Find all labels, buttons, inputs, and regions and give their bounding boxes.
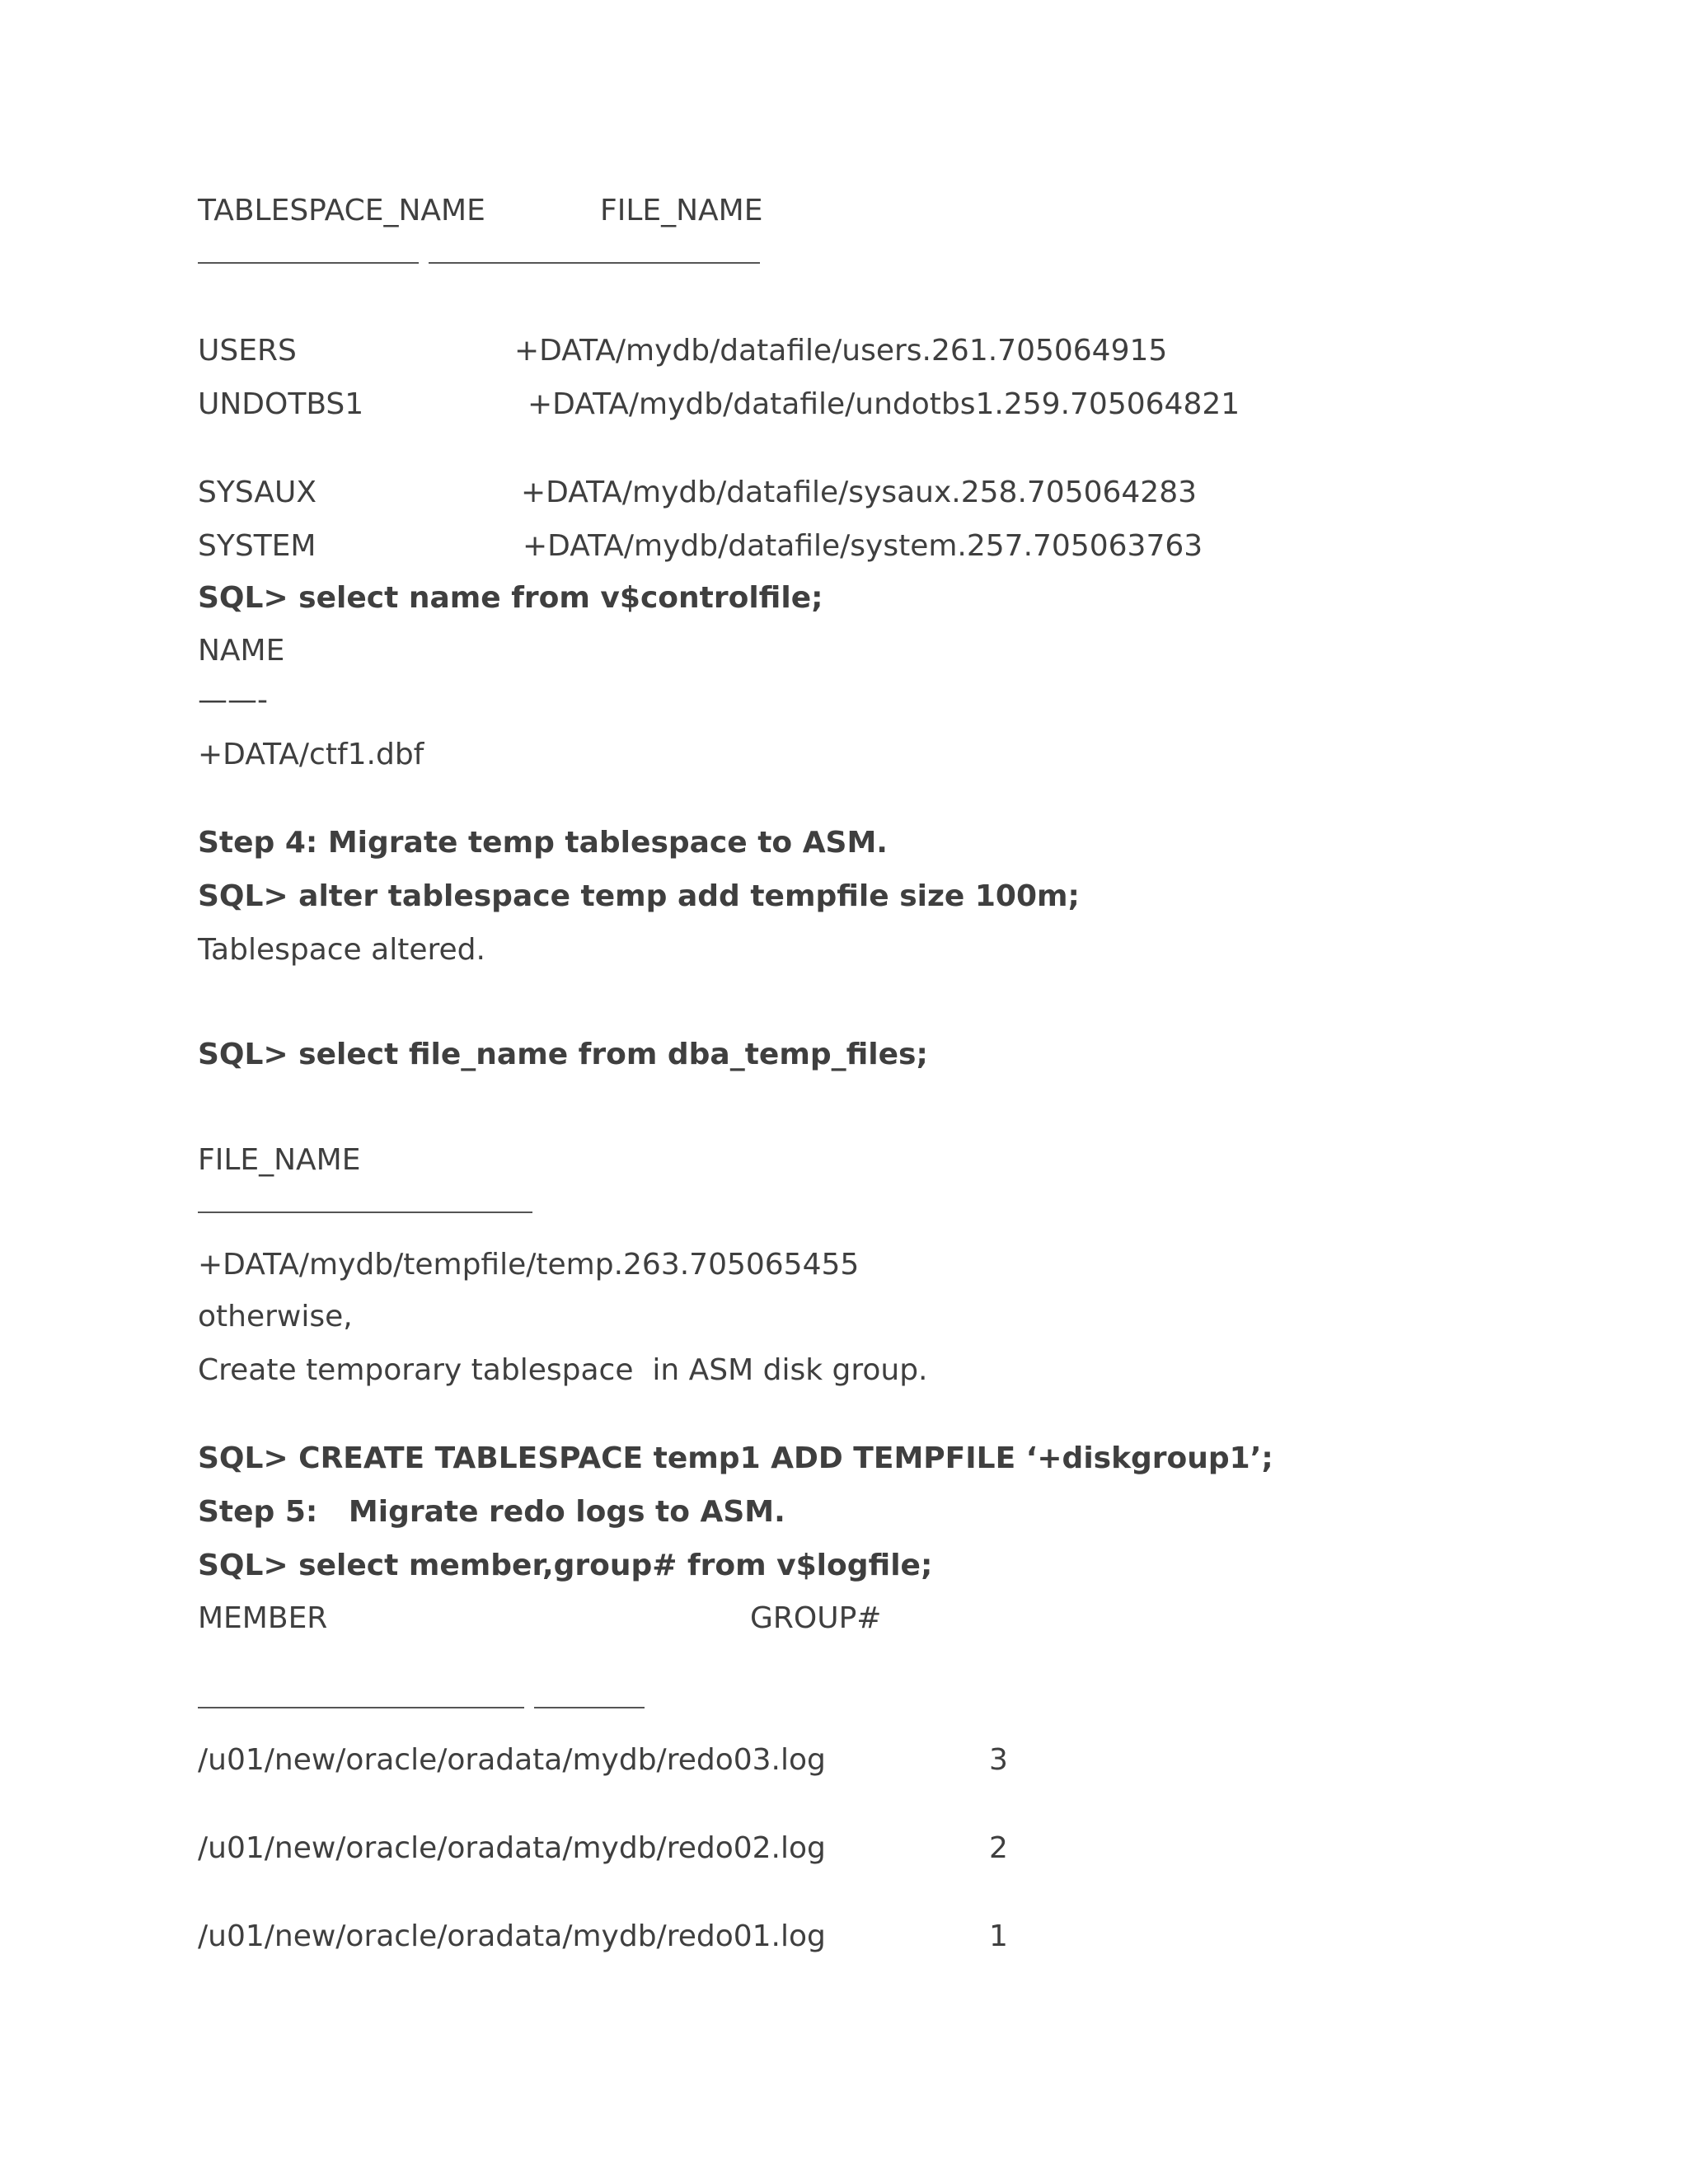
tablespace-row-file: +DATA/mydb/datafile/users.261.705064915: [514, 334, 1168, 368]
step4-select-command: SQL> select file_name from dba_temp_files;: [198, 1038, 928, 1071]
controlfile-query: SQL> select name from v$controlfile;: [198, 581, 823, 615]
logfile-header-member: MEMBER: [198, 1601, 328, 1635]
logfile-row-member: /u01/new/oracle/oradata/mydb/redo01.log: [198, 1919, 826, 1953]
tablespace-row-name: SYSTEM: [198, 529, 316, 563]
step4-create-command: SQL> CREATE TABLESPACE temp1 ADD TEMPFILE ‘+diskgroup1’;: [198, 1441, 1273, 1475]
tablespace-row-name: USERS: [198, 334, 297, 368]
controlfile-value: +DATA/ctf1.dbf: [198, 738, 424, 771]
controlfile-dashes: ——-: [198, 683, 268, 717]
tablespace-row-name: SYSAUX: [198, 476, 316, 509]
step4-file-name-header: FILE_NAME: [198, 1143, 361, 1177]
logfile-header-group: GROUP#: [750, 1601, 882, 1635]
logfile-row-member: /u01/new/oracle/oradata/mydb/redo02.log: [198, 1831, 826, 1865]
step5-title: Step 5: Migrate redo logs to ASM.: [198, 1495, 785, 1529]
step4-alter-result: Tablespace altered.: [198, 933, 485, 967]
logfile-underline-group: [534, 1707, 645, 1708]
step4-title: Step 4: Migrate temp tablespace to ASM.: [198, 826, 888, 860]
header-underline-col2: [429, 262, 760, 264]
step4-create-note: Create temporary tablespace in ASM disk group.: [198, 1353, 928, 1387]
tablespace-row-file: +DATA/mydb/datafile/undotbs1.259.705064821: [528, 387, 1240, 421]
tablespace-row-file: +DATA/mydb/datafile/system.257.705063763: [523, 529, 1203, 563]
file-name-underline: [198, 1212, 532, 1213]
controlfile-header: NAME: [198, 634, 285, 668]
step4-alter-command: SQL> alter tablespace temp add tempfile size 100m;: [198, 879, 1080, 913]
step4-otherwise: otherwise,: [198, 1300, 353, 1333]
header-underline-col1: [198, 262, 419, 264]
logfile-underline-member: [198, 1707, 524, 1708]
logfile-row-member: /u01/new/oracle/oradata/mydb/redo03.log: [198, 1743, 826, 1777]
tablespace-header-col2: FILE_NAME: [600, 194, 763, 227]
tablespace-row-name: UNDOTBS1: [198, 387, 364, 421]
step4-tempfile-value: +DATA/mydb/tempfile/temp.263.705065455: [198, 1248, 860, 1282]
logfile-row-group: 1: [989, 1919, 1008, 1953]
logfile-row-group: 3: [989, 1743, 1008, 1777]
tablespace-header-col1: TABLESPACE_NAME: [198, 194, 485, 227]
tablespace-row-file: +DATA/mydb/datafile/sysaux.258.705064283: [521, 476, 1198, 509]
logfile-row-group: 2: [989, 1831, 1008, 1865]
step5-select-command: SQL> select member,group# from v$logfile;: [198, 1549, 933, 1582]
